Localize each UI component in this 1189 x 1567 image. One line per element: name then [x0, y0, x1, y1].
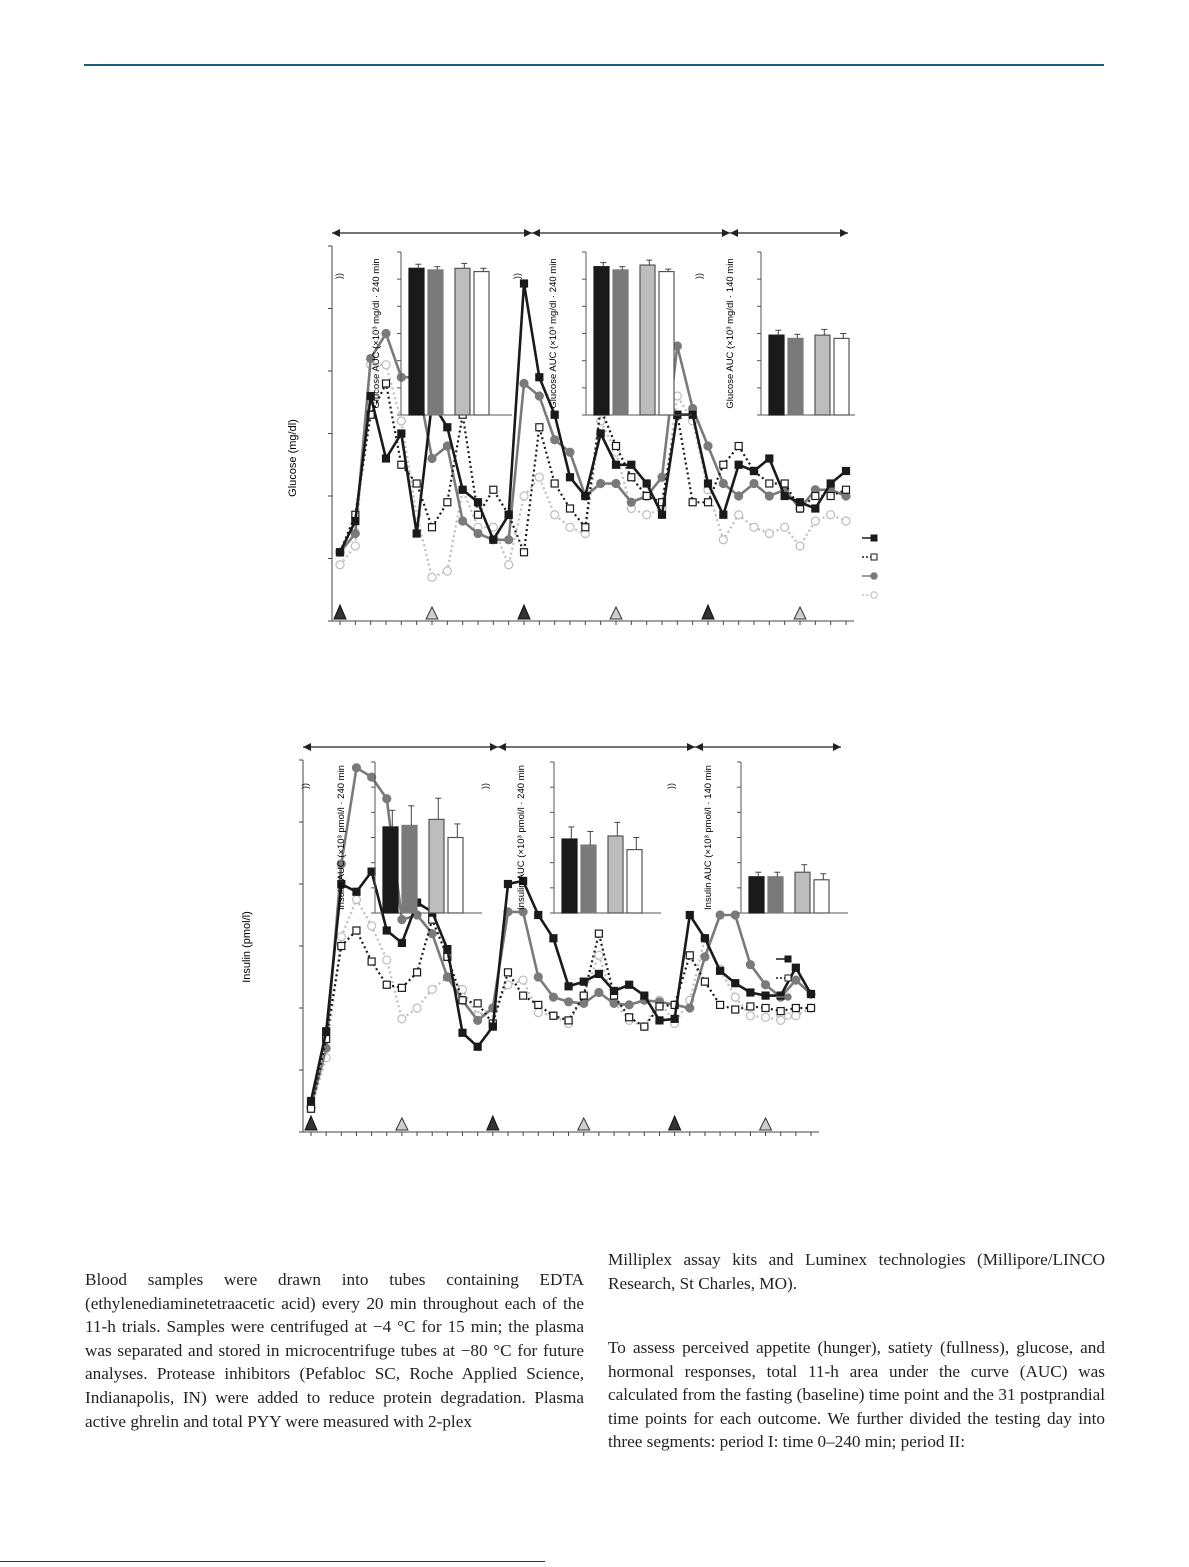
data-point-black-filled-square	[827, 480, 834, 487]
legend-marker	[785, 1013, 791, 1019]
meal-marker-icon	[702, 605, 714, 619]
data-point-open-square-dotted	[475, 511, 482, 518]
inset-bracket-mark: ))	[334, 273, 344, 279]
snack-marker-icon	[396, 1118, 408, 1130]
data-point-open-square-dotted	[413, 480, 420, 487]
data-point-open-square-dotted	[766, 480, 773, 487]
data-point-black-filled-square	[705, 480, 712, 487]
data-point-black-filled-square	[626, 981, 633, 988]
auc-bar	[627, 850, 642, 913]
legend-marker	[871, 573, 877, 579]
data-point-black-filled-square	[808, 991, 815, 998]
data-point-open-square-dotted	[689, 499, 696, 506]
data-point-black-filled-square	[337, 549, 344, 556]
data-point-gray-filled-circle	[595, 989, 603, 997]
data-point-open-square-dotted	[521, 549, 528, 556]
data-point-open-square-dotted	[398, 984, 405, 991]
data-point-black-filled-square	[567, 474, 574, 481]
data-point-open-square-dotted	[536, 424, 543, 431]
data-point-gray-filled-circle	[549, 993, 557, 1001]
data-point-open-circle-dotted	[397, 417, 405, 425]
inset-y-axis-label: Glucose AUC (×10³ mg/dl · 240 min	[371, 258, 382, 409]
data-point-open-square-dotted	[827, 493, 834, 500]
data-point-open-square-dotted	[550, 1012, 557, 1019]
data-point-open-circle-dotted	[505, 561, 513, 569]
snack-marker-icon	[426, 607, 438, 619]
auc-bar	[608, 836, 623, 913]
data-point-open-square-dotted	[398, 461, 405, 468]
data-point-open-square-dotted	[717, 1001, 724, 1008]
data-point-open-square-dotted	[812, 493, 819, 500]
data-point-gray-filled-circle	[746, 961, 754, 969]
arrowhead-right-icon	[490, 743, 498, 751]
data-point-open-square-dotted	[628, 474, 635, 481]
data-point-open-circle-dotted	[719, 536, 727, 544]
data-point-gray-filled-circle	[625, 1001, 633, 1009]
data-point-gray-filled-circle	[428, 455, 436, 463]
data-point-gray-filled-circle	[704, 442, 712, 450]
data-point-gray-filled-circle	[520, 380, 528, 388]
data-point-black-filled-square	[368, 868, 375, 875]
data-point-black-filled-square	[659, 511, 666, 518]
data-point-gray-filled-circle	[580, 999, 588, 1007]
data-point-open-circle-dotted	[443, 567, 451, 575]
inset-bracket-mark: ))	[300, 783, 310, 789]
arrowhead-left-icon	[730, 229, 738, 237]
inset-y-axis-label: Insulin AUC (×10³ pmol/l · 240 min	[516, 765, 527, 910]
data-point-black-filled-square	[595, 970, 602, 977]
data-point-open-circle-dotted	[551, 511, 559, 519]
data-point-gray-filled-circle	[368, 773, 376, 781]
data-point-open-circle-dotted	[398, 1015, 406, 1023]
data-point-open-circle-dotted	[811, 517, 819, 525]
data-point-gray-filled-circle	[474, 530, 482, 538]
series-line-open-square-dotted	[311, 920, 811, 1109]
snack-marker-icon	[610, 607, 622, 619]
data-point-black-filled-square	[413, 530, 420, 537]
data-point-black-filled-square	[671, 1015, 678, 1022]
meal-marker-icon	[487, 1116, 499, 1130]
auc-bar	[613, 270, 628, 415]
auc-bar	[834, 338, 849, 415]
data-point-open-square-dotted	[474, 1000, 481, 1007]
data-point-black-filled-square	[505, 511, 512, 518]
data-point-black-filled-square	[766, 455, 773, 462]
data-point-black-filled-square	[490, 536, 497, 543]
snack-marker-icon	[794, 607, 806, 619]
data-point-gray-filled-circle	[658, 473, 666, 481]
data-point-gray-filled-circle	[535, 392, 543, 400]
data-point-gray-filled-circle	[505, 536, 513, 544]
data-point-black-filled-square	[352, 518, 359, 525]
data-point-open-square-dotted	[414, 969, 421, 976]
data-point-open-square-dotted	[353, 927, 360, 934]
data-point-open-square-dotted	[656, 1003, 663, 1010]
data-point-black-filled-square	[489, 1023, 496, 1030]
data-point-black-filled-square	[611, 987, 618, 994]
arrowhead-left-icon	[695, 743, 703, 751]
data-point-black-filled-square	[580, 978, 587, 985]
data-point-black-filled-square	[701, 935, 708, 942]
paragraph-milliplex: Milliplex assay kits and Luminex technologies (Millipore/LINCO Research, St Charles, MO).	[608, 1250, 1105, 1293]
data-point-black-filled-square	[383, 455, 390, 462]
data-point-gray-filled-circle	[765, 492, 773, 500]
data-point-gray-filled-circle	[731, 911, 739, 919]
data-point-black-filled-square	[613, 461, 620, 468]
auc-bar	[769, 335, 784, 415]
legend-marker	[871, 592, 877, 598]
data-point-black-filled-square	[474, 1043, 481, 1050]
data-point-open-square-dotted	[747, 1003, 754, 1010]
data-point-open-square-dotted	[643, 493, 650, 500]
data-point-black-filled-square	[398, 430, 405, 437]
meal-marker-icon	[334, 605, 346, 619]
data-point-gray-filled-circle	[551, 436, 559, 444]
data-point-gray-filled-circle	[352, 764, 360, 772]
inset-bracket-mark: ))	[666, 783, 676, 789]
data-point-black-filled-square	[656, 1017, 663, 1024]
y-axis-label: Glucose (mg/dl)	[287, 419, 299, 497]
data-point-gray-filled-circle	[566, 448, 574, 456]
auc-bar	[659, 272, 674, 415]
data-point-black-filled-square	[717, 967, 724, 974]
data-point-open-square-dotted	[504, 969, 511, 976]
data-point-gray-filled-circle	[382, 330, 390, 338]
data-point-black-filled-square	[536, 374, 543, 381]
snack-marker-icon	[760, 1118, 772, 1130]
inset-y-axis-label: Insulin AUC (×10³ pmol/l · 140 min	[703, 765, 714, 910]
data-point-open-circle-dotted	[765, 530, 773, 538]
data-point-open-square-dotted	[792, 1005, 799, 1012]
auc-bar	[474, 272, 489, 415]
data-point-open-square-dotted	[781, 480, 788, 487]
methods-text-left	[85, 1268, 584, 1433]
auc-bar	[594, 267, 609, 415]
data-point-black-filled-square	[747, 989, 754, 996]
data-point-gray-filled-circle	[565, 998, 573, 1006]
data-point-gray-filled-circle	[686, 1004, 694, 1012]
inset-y-axis-label: Glucose AUC (×10³ mg/dl · 140 min	[725, 258, 736, 409]
data-point-black-filled-square	[582, 493, 589, 500]
data-point-open-square-dotted	[720, 461, 727, 468]
data-point-open-circle-dotted	[428, 985, 436, 993]
data-point-open-circle-dotted	[519, 976, 527, 984]
arrowhead-right-icon	[524, 229, 532, 237]
header-rule	[84, 64, 1104, 66]
data-point-open-square-dotted	[705, 499, 712, 506]
data-point-gray-filled-circle	[474, 1016, 482, 1024]
data-point-gray-filled-circle	[716, 911, 724, 919]
data-point-gray-filled-circle	[597, 480, 605, 488]
data-point-gray-filled-circle	[383, 795, 391, 803]
data-point-open-square-dotted	[551, 480, 558, 487]
data-point-open-circle-dotted	[762, 1013, 770, 1021]
data-point-open-circle-dotted	[731, 993, 739, 1001]
data-point-black-filled-square	[643, 480, 650, 487]
inset-bracket-mark: ))	[480, 783, 490, 789]
data-point-open-square-dotted	[338, 943, 345, 950]
data-point-gray-filled-circle	[792, 976, 800, 984]
data-point-open-circle-dotted	[534, 1009, 542, 1017]
auc-bar	[455, 268, 470, 415]
data-point-gray-filled-circle	[612, 480, 620, 488]
data-point-black-filled-square	[459, 486, 466, 493]
auc-bar	[402, 825, 417, 913]
data-point-gray-filled-circle	[750, 480, 758, 488]
auc-bar	[581, 845, 596, 913]
data-point-open-circle-dotted	[336, 561, 344, 569]
auc-bar	[749, 877, 764, 913]
data-point-open-square-dotted	[686, 952, 693, 959]
auc-bar	[788, 338, 803, 415]
data-point-black-filled-square	[762, 992, 769, 999]
auc-bar	[562, 839, 577, 913]
auc-bar	[815, 335, 830, 415]
auc-bar	[428, 270, 443, 415]
arrowhead-left-icon	[532, 229, 540, 237]
data-point-open-circle-dotted	[777, 1016, 785, 1024]
data-point-open-circle-dotted	[352, 896, 360, 904]
data-point-black-filled-square	[751, 468, 758, 475]
data-point-black-filled-square	[383, 927, 390, 934]
data-point-black-filled-square	[812, 505, 819, 512]
snack-marker-icon	[578, 1118, 590, 1130]
data-point-black-filled-square	[797, 499, 804, 506]
data-point-open-circle-dotted	[535, 473, 543, 481]
auc-bar	[383, 827, 398, 913]
data-point-open-square-dotted	[459, 997, 466, 1004]
data-point-open-square-dotted	[626, 1014, 633, 1021]
methods-text-right-top	[608, 1248, 1105, 1295]
data-point-open-square-dotted	[582, 524, 589, 531]
data-point-black-filled-square	[504, 881, 511, 888]
arrowhead-right-icon	[722, 229, 730, 237]
data-point-open-square-dotted	[595, 930, 602, 937]
glucose-chart-svg	[280, 218, 880, 633]
auc-bar	[409, 268, 424, 415]
data-point-gray-filled-circle	[719, 480, 727, 488]
data-point-open-circle-dotted	[351, 542, 359, 550]
data-point-open-square-dotted	[777, 1008, 784, 1015]
data-point-open-square-dotted	[641, 1023, 648, 1030]
data-point-open-circle-dotted	[643, 511, 651, 519]
data-point-open-square-dotted	[520, 992, 527, 999]
data-point-black-filled-square	[781, 493, 788, 500]
meal-marker-icon	[518, 605, 530, 619]
data-point-black-filled-square	[628, 461, 635, 468]
data-point-open-circle-dotted	[337, 933, 345, 941]
data-point-open-circle-dotted	[842, 517, 850, 525]
data-point-open-circle-dotted	[428, 573, 436, 581]
data-point-black-filled-square	[459, 1029, 466, 1036]
data-point-black-filled-square	[398, 939, 405, 946]
data-point-open-circle-dotted	[595, 951, 603, 959]
auc-bar	[795, 872, 810, 913]
data-point-black-filled-square	[550, 935, 557, 942]
meal-marker-icon	[669, 1116, 681, 1130]
data-point-gray-filled-circle	[443, 973, 451, 981]
inset-y-axis-label: Glucose AUC (×10³ mg/dl · 240 min	[548, 258, 559, 409]
data-point-open-square-dotted	[383, 380, 390, 387]
data-point-open-circle-dotted	[781, 523, 789, 531]
data-point-black-filled-square	[353, 888, 360, 895]
data-point-black-filled-square	[444, 946, 451, 953]
auc-bar	[429, 819, 444, 913]
data-point-open-square-dotted	[732, 1006, 739, 1013]
data-point-open-square-dotted	[567, 505, 574, 512]
data-point-black-filled-square	[565, 983, 572, 990]
legend-marker	[785, 956, 791, 962]
data-point-open-circle-dotted	[827, 511, 835, 519]
arrowhead-left-icon	[498, 743, 506, 751]
data-point-gray-filled-circle	[627, 498, 635, 506]
data-point-black-filled-square	[843, 468, 850, 475]
data-point-open-square-dotted	[565, 1017, 572, 1024]
auc-bar	[768, 877, 783, 913]
auc-bar	[814, 880, 829, 913]
data-point-gray-filled-circle	[534, 973, 542, 981]
paragraph-blood-samples: Blood samples were drawn into tubes containing EDTA (ethylenediaminetetraacetic acid) every 20 min throughout each of the 11-h trials. Samples were centrifuged at −4 °C for 15 min; the plasma was separated and stored in microcentrifuge tubes at −80 °C for future analyses. Protease inhibitors (Pefabloc SC, Roche Applied Science, Indianapolis, IN) were added to reduce protein degradation. Plasma active ghrelin and total PYY were measured with 2-plex	[85, 1270, 584, 1431]
data-point-open-circle-dotted	[520, 492, 528, 500]
insulin-chart-svg	[236, 732, 866, 1142]
data-point-open-square-dotted	[383, 981, 390, 988]
data-point-black-filled-square	[720, 511, 727, 518]
data-point-open-circle-dotted	[796, 542, 804, 550]
data-point-open-square-dotted	[808, 1005, 815, 1012]
data-point-black-filled-square	[521, 280, 528, 287]
data-point-gray-filled-circle	[701, 953, 709, 961]
legend-marker	[871, 535, 877, 541]
data-point-gray-filled-circle	[398, 916, 406, 924]
data-point-gray-filled-circle	[762, 981, 770, 989]
data-point-open-circle-dotted	[746, 1012, 754, 1020]
data-point-black-filled-square	[308, 1098, 315, 1105]
data-point-open-square-dotted	[535, 1001, 542, 1008]
legend-marker	[785, 975, 791, 981]
data-point-open-square-dotted	[490, 486, 497, 493]
data-point-black-filled-square	[551, 411, 558, 418]
arrowhead-right-icon	[840, 229, 848, 237]
insulin-figure	[236, 732, 866, 1142]
data-point-black-filled-square	[475, 499, 482, 506]
inset-bracket-mark: ))	[694, 273, 704, 279]
data-point-black-filled-square	[444, 424, 451, 431]
data-point-black-filled-square	[735, 461, 742, 468]
arrowhead-left-icon	[303, 743, 311, 751]
paragraph-auc: To assess perceived appetite (hunger), satiety (fullness), glucose, and hormonal responses, total 11-h area under the curve (AUC) was calculated from the fasting (baseline) time point and the 31 postprandial time points for each outcome. We further divided the testing day into three segments: period I: time 0–240 min; period II:	[608, 1338, 1105, 1452]
data-point-open-circle-dotted	[750, 523, 758, 531]
data-point-open-circle-dotted	[735, 511, 743, 519]
data-point-open-square-dotted	[444, 499, 451, 506]
y-axis-label: Insulin (pmol/l)	[241, 911, 253, 983]
footer-rule	[0, 1561, 545, 1562]
legend-marker	[871, 554, 877, 560]
series-line-gray-filled-circle	[311, 768, 811, 1107]
arrowhead-right-icon	[687, 743, 695, 751]
data-point-open-square-dotted	[613, 443, 620, 450]
data-point-black-filled-square	[777, 992, 784, 999]
data-point-black-filled-square	[641, 992, 648, 999]
auc-bar	[640, 265, 655, 415]
data-point-gray-filled-circle	[459, 517, 467, 525]
data-point-open-square-dotted	[580, 992, 587, 999]
data-point-black-filled-square	[792, 964, 799, 971]
data-point-open-square-dotted	[308, 1105, 315, 1112]
arrowhead-right-icon	[833, 743, 841, 751]
glucose-figure	[280, 218, 880, 633]
data-point-black-filled-square	[732, 980, 739, 987]
data-point-open-circle-dotted	[566, 523, 574, 531]
inset-bracket-mark: ))	[512, 273, 522, 279]
methods-text-right-bottom	[608, 1336, 1105, 1454]
data-point-open-square-dotted	[701, 978, 708, 985]
inset-y-axis-label: Insulin AUC (×10³ pmol/l · 240 min	[336, 765, 347, 910]
data-point-open-square-dotted	[762, 1005, 769, 1012]
data-point-open-circle-dotted	[368, 922, 376, 930]
data-point-open-circle-dotted	[383, 956, 391, 964]
data-point-open-circle-dotted	[792, 1012, 800, 1020]
meal-marker-icon	[305, 1116, 317, 1130]
data-point-open-circle-dotted	[413, 1004, 421, 1012]
data-point-gray-filled-circle	[610, 999, 618, 1007]
data-point-gray-filled-circle	[735, 492, 743, 500]
data-point-open-square-dotted	[843, 486, 850, 493]
data-point-black-filled-square	[686, 912, 693, 919]
data-point-open-square-dotted	[735, 443, 742, 450]
data-point-black-filled-square	[597, 430, 604, 437]
data-point-open-square-dotted	[368, 958, 375, 965]
arrowhead-left-icon	[332, 229, 340, 237]
data-point-black-filled-square	[323, 1028, 330, 1035]
data-point-open-circle-dotted	[382, 361, 390, 369]
data-point-open-square-dotted	[429, 524, 436, 531]
data-point-gray-filled-circle	[351, 530, 359, 538]
auc-bar	[448, 838, 463, 914]
data-point-black-filled-square	[535, 912, 542, 919]
legend-marker	[785, 994, 791, 1000]
